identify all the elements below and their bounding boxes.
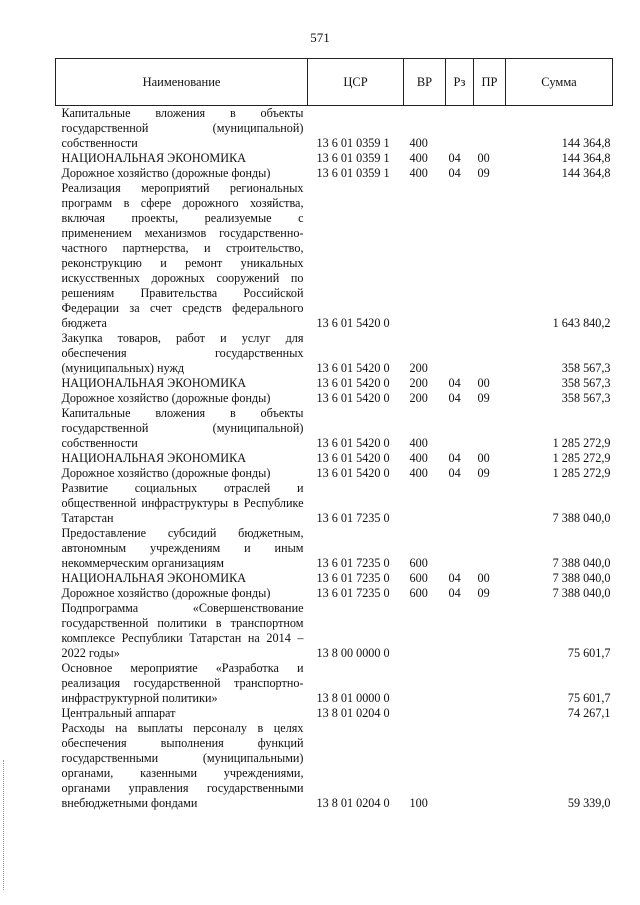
cell-vr bbox=[404, 661, 446, 706]
cell-name: Реализация мероприятий региональных программ в сфере дорожного хозяйства, включая проекты, реализуемые с применением механизмов государственно-частного партнерства, и строительство, реконструкцию и ремонт уникальных искусственных дорожных сооружений по решениям Правительства Российской Федерации за счет средств федерального бюджета bbox=[61, 181, 304, 330]
cell-sum: 144 364,8 bbox=[561, 136, 611, 150]
cell-pr: 09 bbox=[477, 166, 490, 180]
cell-pr: 00 bbox=[477, 376, 490, 390]
cell-rz: 04 bbox=[448, 466, 461, 480]
cell-vr bbox=[404, 481, 446, 526]
cell-name: Закупка товаров, работ и услуг для обеспечения государственных (муниципальных) нужд bbox=[61, 331, 304, 375]
cell-name: Капитальные вложения в объекты государственной (муниципальной) собственности bbox=[61, 106, 304, 150]
cell-rz: 04 bbox=[448, 571, 461, 585]
cell-pr bbox=[474, 661, 506, 706]
table-body bbox=[56, 106, 613, 812]
cell-vr bbox=[404, 601, 446, 661]
cell-rz: 04 bbox=[448, 391, 461, 405]
cell-vr: 400 bbox=[409, 151, 428, 165]
header-pr: ПР bbox=[474, 59, 506, 106]
cell-vr bbox=[404, 706, 446, 721]
cell-csr: 13 6 01 5420 0 bbox=[316, 436, 390, 450]
cell-csr: 13 6 01 5420 0 bbox=[316, 361, 390, 375]
table-row bbox=[56, 166, 613, 181]
cell-rz bbox=[446, 331, 474, 376]
cell-rz bbox=[446, 181, 474, 331]
cell-rz: 04 bbox=[448, 376, 461, 390]
cell-sum: 358 567,3 bbox=[561, 376, 611, 390]
cell-csr: 13 6 01 5420 0 bbox=[316, 376, 390, 390]
cell-pr bbox=[474, 721, 506, 811]
cell-sum: 75 601,7 bbox=[567, 646, 611, 660]
cell-rz bbox=[446, 706, 474, 721]
cell-vr: 600 bbox=[409, 556, 428, 570]
cell-vr: 400 bbox=[409, 136, 428, 150]
table-row bbox=[56, 706, 613, 721]
cell-sum: 1 285 272,9 bbox=[552, 451, 611, 465]
page-number: 571 bbox=[310, 30, 330, 45]
cell-rz bbox=[446, 721, 474, 811]
cell-vr: 600 bbox=[409, 571, 428, 585]
cell-csr: 13 8 01 0000 0 bbox=[316, 691, 390, 705]
cell-name: НАЦИОНАЛЬНАЯ ЭКОНОМИКА bbox=[61, 376, 246, 390]
cell-rz: 04 bbox=[448, 151, 461, 165]
cell-vr: 400 bbox=[409, 166, 428, 180]
cell-pr bbox=[474, 526, 506, 571]
cell-pr: 00 bbox=[477, 451, 490, 465]
table-row bbox=[56, 181, 613, 331]
cell-sum: 1 285 272,9 bbox=[552, 466, 611, 480]
cell-name: Развитие социальных отраслей и общественной инфраструктуры в Республике Татарстан bbox=[61, 481, 304, 525]
header-rz: Рз bbox=[446, 59, 474, 106]
cell-vr: 100 bbox=[409, 796, 428, 810]
table-row bbox=[56, 526, 613, 571]
cell-sum: 74 267,1 bbox=[567, 706, 611, 720]
cell-pr: 00 bbox=[477, 151, 490, 165]
cell-name: Дорожное хозяйство (дорожные фонды) bbox=[61, 391, 271, 405]
cell-sum: 144 364,8 bbox=[561, 166, 611, 180]
cell-rz bbox=[446, 106, 474, 152]
table-row bbox=[56, 451, 613, 466]
cell-pr bbox=[474, 706, 506, 721]
cell-rz: 04 bbox=[448, 451, 461, 465]
header-csr: ЦСР bbox=[308, 59, 404, 106]
cell-sum: 1 643 840,2 bbox=[552, 316, 611, 330]
table-row bbox=[56, 406, 613, 451]
cell-pr bbox=[474, 331, 506, 376]
cell-sum: 7 388 040,0 bbox=[552, 586, 611, 600]
cell-vr: 400 bbox=[409, 466, 428, 480]
cell-vr: 200 bbox=[409, 376, 428, 390]
cell-rz bbox=[446, 406, 474, 451]
cell-name: Предоставление субсидий бюджетным, автономным учреждениям и иным некоммерческим организациям bbox=[61, 526, 304, 570]
cell-rz bbox=[446, 481, 474, 526]
cell-name: Дорожное хозяйство (дорожные фонды) bbox=[61, 586, 271, 600]
table-row bbox=[56, 571, 613, 586]
cell-name: НАЦИОНАЛЬНАЯ ЭКОНОМИКА bbox=[61, 571, 246, 585]
cell-vr: 400 bbox=[409, 451, 428, 465]
cell-rz: 04 bbox=[448, 166, 461, 180]
cell-csr: 13 6 01 7235 0 bbox=[316, 586, 390, 600]
cell-name: НАЦИОНАЛЬНАЯ ЭКОНОМИКА bbox=[61, 451, 246, 465]
cell-pr: 09 bbox=[477, 391, 490, 405]
table-row bbox=[56, 466, 613, 481]
cell-name: Центральный аппарат bbox=[61, 706, 176, 720]
cell-sum: 59 339,0 bbox=[567, 796, 611, 810]
cell-rz bbox=[446, 661, 474, 706]
cell-csr: 13 8 01 0204 0 bbox=[316, 796, 390, 810]
table-row bbox=[56, 601, 613, 661]
cell-csr: 13 6 01 7235 0 bbox=[316, 511, 390, 525]
table-row bbox=[56, 376, 613, 391]
table-row bbox=[56, 106, 613, 152]
cell-rz bbox=[446, 601, 474, 661]
budget-table bbox=[55, 58, 613, 811]
header-name: Наименование bbox=[56, 59, 308, 106]
cell-name: Дорожное хозяйство (дорожные фонды) bbox=[61, 166, 271, 180]
table-row bbox=[56, 586, 613, 601]
cell-name: Расходы на выплаты персоналу в целях обеспечения выполнения функций государственными (муниципальными) органами, казенными учреждениями, органами управления государственными внебюджетными фондами bbox=[61, 721, 304, 810]
table-row bbox=[56, 661, 613, 706]
cell-csr: 13 6 01 5420 0 bbox=[316, 451, 390, 465]
cell-name: НАЦИОНАЛЬНАЯ ЭКОНОМИКА bbox=[61, 151, 246, 165]
cell-sum: 75 601,7 bbox=[567, 691, 611, 705]
cell-csr: 13 6 01 0359 1 bbox=[316, 166, 390, 180]
cell-sum: 1 285 272,9 bbox=[552, 436, 611, 450]
cell-name: Капитальные вложения в объекты государственной (муниципальной) собственности bbox=[61, 406, 304, 450]
cell-sum: 144 364,8 bbox=[561, 151, 611, 165]
cell-vr: 200 bbox=[409, 361, 428, 375]
cell-pr bbox=[474, 106, 506, 152]
cell-csr: 13 8 00 0000 0 bbox=[316, 646, 390, 660]
table-row bbox=[56, 151, 613, 166]
cell-sum: 358 567,3 bbox=[561, 391, 611, 405]
header-vr: ВР bbox=[404, 59, 446, 106]
cell-vr: 600 bbox=[409, 586, 428, 600]
cell-csr: 13 6 01 0359 1 bbox=[316, 136, 390, 150]
cell-csr: 13 6 01 5420 0 bbox=[316, 316, 390, 330]
cell-vr: 200 bbox=[409, 391, 428, 405]
cell-pr bbox=[474, 601, 506, 661]
cell-csr: 13 6 01 5420 0 bbox=[316, 391, 390, 405]
cell-pr bbox=[474, 181, 506, 331]
cell-rz bbox=[446, 526, 474, 571]
table-row bbox=[56, 721, 613, 811]
cell-pr bbox=[474, 481, 506, 526]
cell-sum: 358 567,3 bbox=[561, 361, 611, 375]
cell-pr: 09 bbox=[477, 586, 490, 600]
cell-sum: 7 388 040,0 bbox=[552, 556, 611, 570]
margin-mark bbox=[3, 760, 6, 890]
header-sum: Сумма bbox=[506, 59, 613, 106]
cell-csr: 13 6 01 5420 0 bbox=[316, 466, 390, 480]
cell-pr bbox=[474, 406, 506, 451]
table-row bbox=[56, 331, 613, 376]
cell-sum: 7 388 040,0 bbox=[552, 511, 611, 525]
cell-vr bbox=[404, 181, 446, 331]
cell-name: Дорожное хозяйство (дорожные фонды) bbox=[61, 466, 271, 480]
cell-csr: 13 6 01 7235 0 bbox=[316, 571, 390, 585]
cell-pr: 09 bbox=[477, 466, 490, 480]
cell-pr: 00 bbox=[477, 571, 490, 585]
cell-csr: 13 8 01 0204 0 bbox=[316, 706, 390, 720]
cell-name: Основное мероприятие «Разработка и реализация государственной транспортно-инфраструктурной политики» bbox=[61, 661, 304, 705]
table-row bbox=[56, 391, 613, 406]
cell-vr: 400 bbox=[409, 436, 428, 450]
cell-csr: 13 6 01 7235 0 bbox=[316, 556, 390, 570]
table-row bbox=[56, 481, 613, 526]
cell-sum: 7 388 040,0 bbox=[552, 571, 611, 585]
cell-csr: 13 6 01 0359 1 bbox=[316, 151, 390, 165]
cell-rz: 04 bbox=[448, 586, 461, 600]
table-header bbox=[56, 59, 613, 106]
cell-name: Подпрограмма «Совершенствование государственной политики в транспортном комплексе Республики Татарстан на 2014 – 2022 годы» bbox=[61, 601, 304, 660]
